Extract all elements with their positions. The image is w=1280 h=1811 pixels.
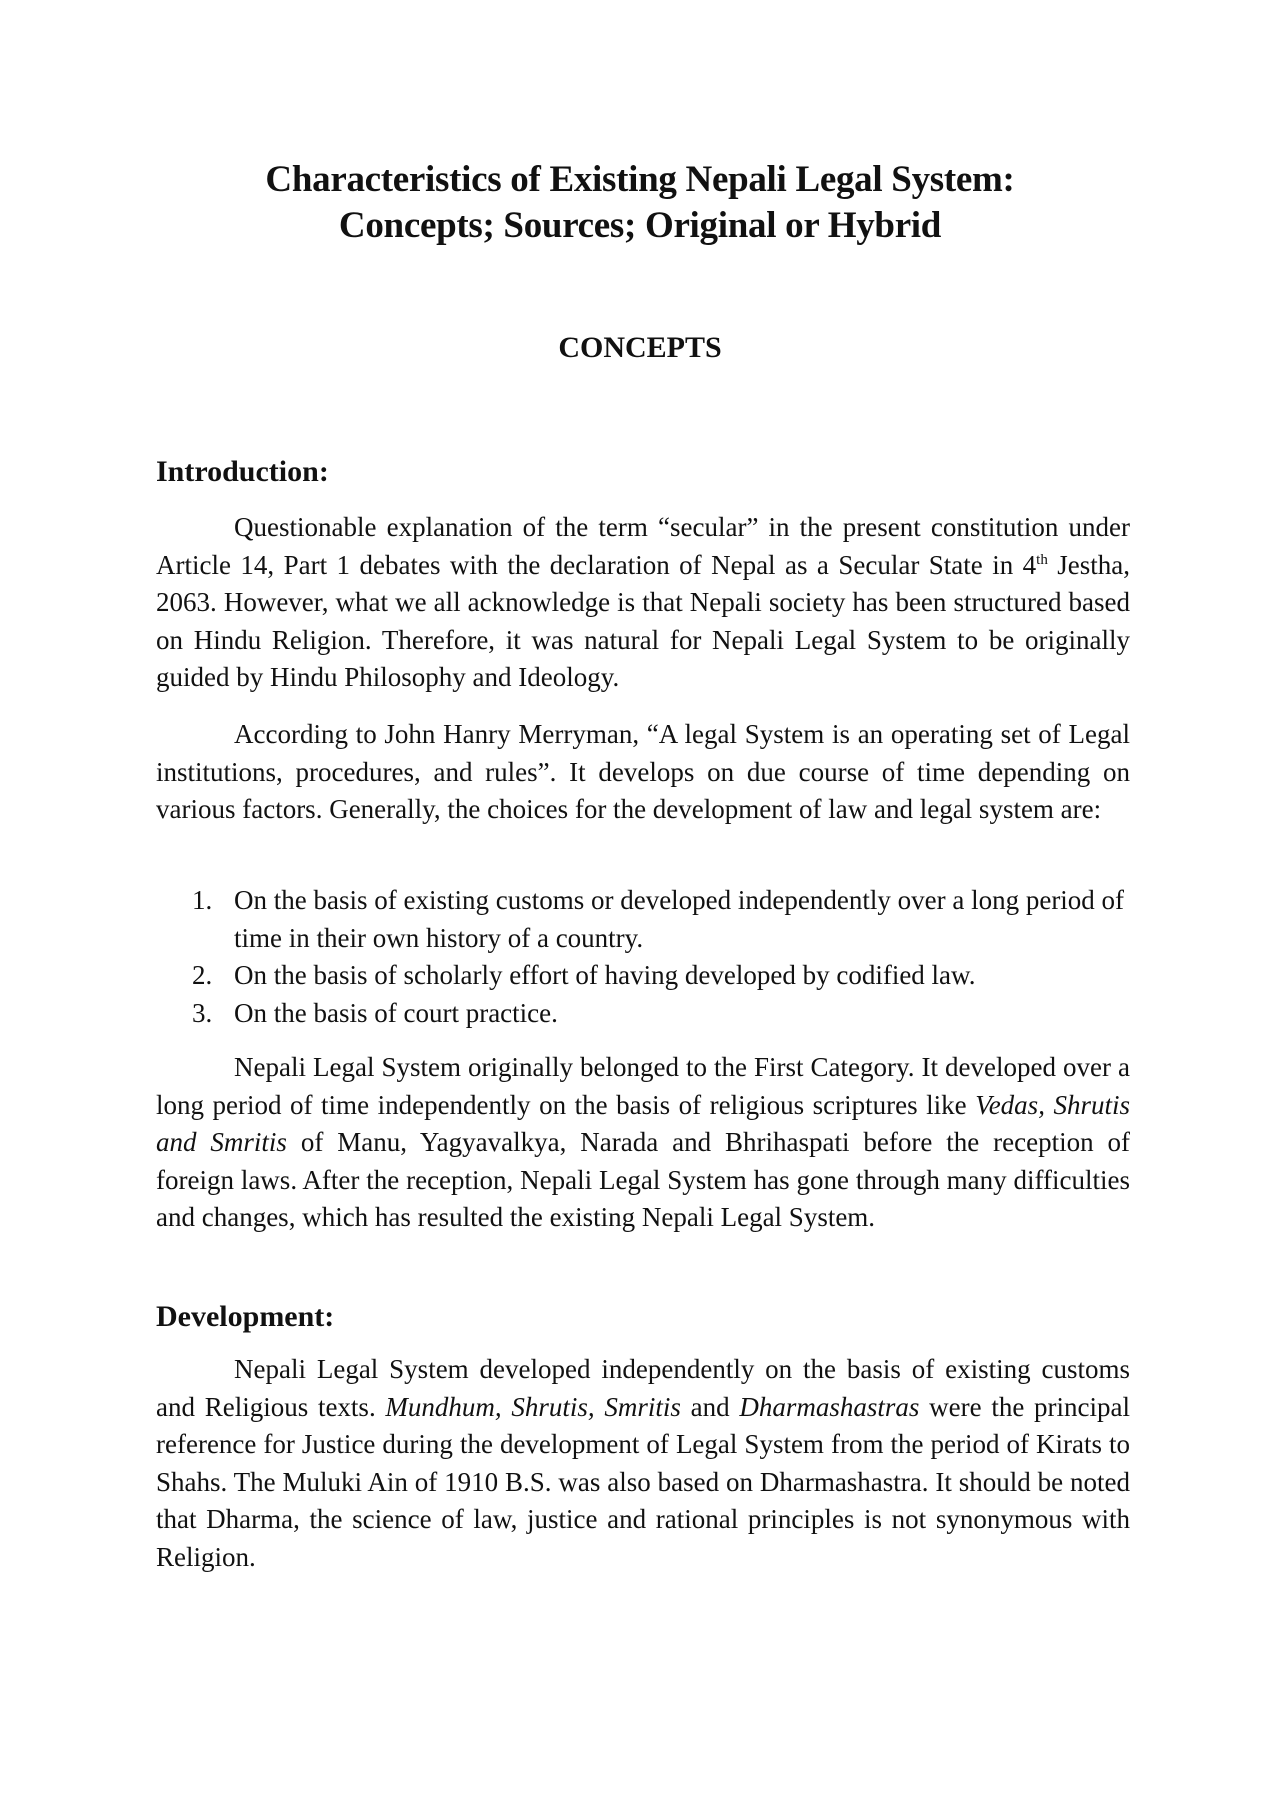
list-item-text: On the basis of existing customs or developed independently over a long period of time in their own history of a country. xyxy=(234,885,1125,953)
superscript-ordinal: th xyxy=(1036,551,1048,568)
list-item-text: On the basis of scholarly effort of having developed by codified law. xyxy=(234,960,976,990)
introduction-paragraph-3 xyxy=(156,1049,1130,1237)
development-paragraph-1 xyxy=(156,1351,1130,1576)
document-title-line-2: Concepts; Sources; Original or Hybrid xyxy=(338,205,942,246)
text-run: Questionable explanation of the term “secular” in the present constitution under Article 14, Part 1 debates with the declaration of Nepal as a Secular State in 4 xyxy=(156,512,1130,580)
list-item-number: 3. xyxy=(192,997,213,1028)
italic-text-run: Mundhum, Shrutis, Smritis xyxy=(385,1391,681,1422)
list-item xyxy=(156,995,1130,1033)
text-run: were the principal reference for Justice during the development of Legal System from the period of Kirats to Shahs. The Muluki Ain of 1910 B.S. was also based on Dharmashastra. It should be noted that Dharma, the science of law, justice and rational principles is not synonymous with Religion. xyxy=(156,1391,1131,1572)
subheading-introduction: Introduction: xyxy=(156,455,329,488)
text-run: of Manu, Yagyavalkya, Narada and Bhrihaspati before the reception of foreign laws. After the reception, Nepali Legal System has gone through many difficulties and changes, which has resulted the existing Nepali Legal System. xyxy=(156,1127,1130,1232)
list-item-number: 1. xyxy=(192,885,213,915)
introduction-paragraph-2: According to John Hanry Merryman, “A legal System is an operating set of Legal institutions, procedures, and rules”. It develops on due course of time depending on various factors. Generally, the choices for the development of law and legal system are: xyxy=(156,719,1130,824)
list-item xyxy=(156,882,1130,957)
text-run: and xyxy=(680,1391,740,1422)
introduction-paragraph-1 xyxy=(156,509,1130,697)
subheading-development: Development: xyxy=(156,1300,335,1333)
text-run: Nepali Legal System originally belonged to the First Category. It developed over a long period of time independently on the basis of religious scriptures like xyxy=(156,1052,1130,1120)
italic-text-run: Dharmashastras xyxy=(739,1391,920,1422)
list-item-text: On the basis of court practice. xyxy=(234,997,558,1028)
italic-text-run: Vedas, Shrutis and Smritis xyxy=(156,1089,1130,1157)
text-run: Nepali Legal System developed independently on the basis of existing customs and Religious texts. xyxy=(156,1354,1130,1422)
development-choices-list xyxy=(156,882,1130,1032)
list-item-number: 2. xyxy=(192,960,213,990)
list-item xyxy=(156,957,1130,995)
document-title-line-1: Characteristics of Existing Nepali Legal System: xyxy=(265,159,1015,200)
text-run: Jestha, 2063. However, what we all acknowledge is that Nepali society has been structured based on Hindu Religion. Therefore, it was natural for Nepali Legal System to be originally guided by Hindu Philosophy and Ideology. xyxy=(156,549,1131,692)
section-heading-concepts: CONCEPTS xyxy=(558,331,722,364)
